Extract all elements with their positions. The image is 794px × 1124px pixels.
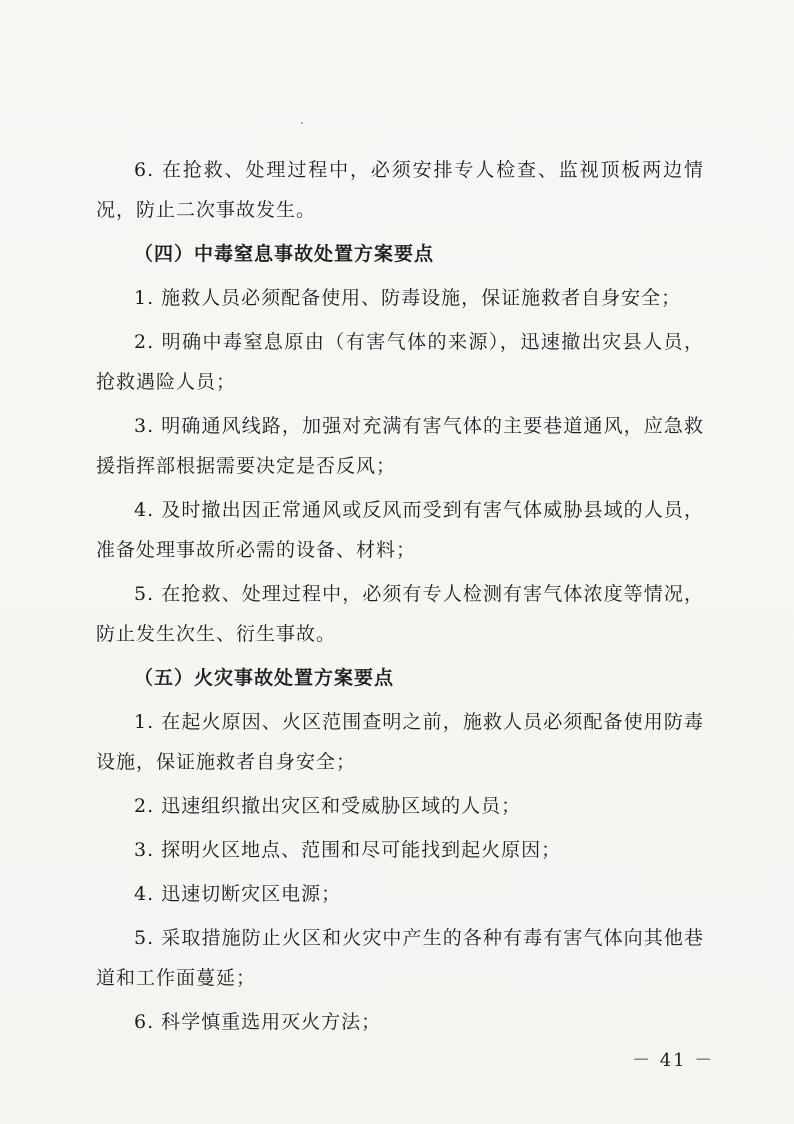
paragraph-4-evacuation: 4. 及时撤出因正常通风或反风而受到有害气体威胁县域的人员，准备处理事故所必需的设备、材料； [96,499,704,561]
paragraph-6-extinguish-method: 6. 科学慎重选用灭火方法； [134,1011,382,1033]
paragraph-6-roof-monitoring: 6. 在抢救、处理过程中，必须安排专人检查、监视顶板两边情况，防止二次事故发生。 [96,159,704,221]
paragraph-1-protective-equipment: 1. 施救人员必须配备使用、防毒设施，保证施救者自身安全； [134,287,682,309]
paragraph-3-ventilation: 3. 明确通风线路，加强对充满有害气体的主要巷道通风，应急救援指挥部根据需要决定是否反风； [96,415,704,477]
paragraph-2-poisoning-cause: 2. 明确中毒窒息原由（有害气体的来源），迅速撤出灾县人员，抢救遇险人员； [96,331,704,393]
paragraph-2-fire-evacuation: 2. 迅速组织撤出灾区和受威胁区域的人员； [134,795,522,817]
paragraph-5-prevent-spread: 5. 采取措施防止火区和火灾中产生的各种有毒有害气体向其他巷道和工作面蔓延； [96,927,704,989]
scan-speck [301,122,303,124]
page-number: － 41 － [632,1050,715,1071]
section-heading-poisoning: （四）中毒窒息事故处置方案要点 [134,243,435,265]
section-heading-fire: （五）火灾事故处置方案要点 [134,667,395,689]
paragraph-5-gas-detection: 5. 在抢救、处理过程中，必须有专人检测有害气体浓度等情况，防止发生次生、衍生事故。 [96,583,704,645]
paragraph-3-fire-location: 3. 探明火区地点、范围和尽可能找到起火原因； [134,839,562,861]
paragraph-4-cut-power: 4. 迅速切断灾区电源； [134,883,342,905]
paragraph-1-fire-protection: 1. 在起火原因、火区范围查明之前，施救人员必须配备使用防毒设施，保证施救者自身安全； [96,711,704,773]
document-body [96,150,704,1046]
